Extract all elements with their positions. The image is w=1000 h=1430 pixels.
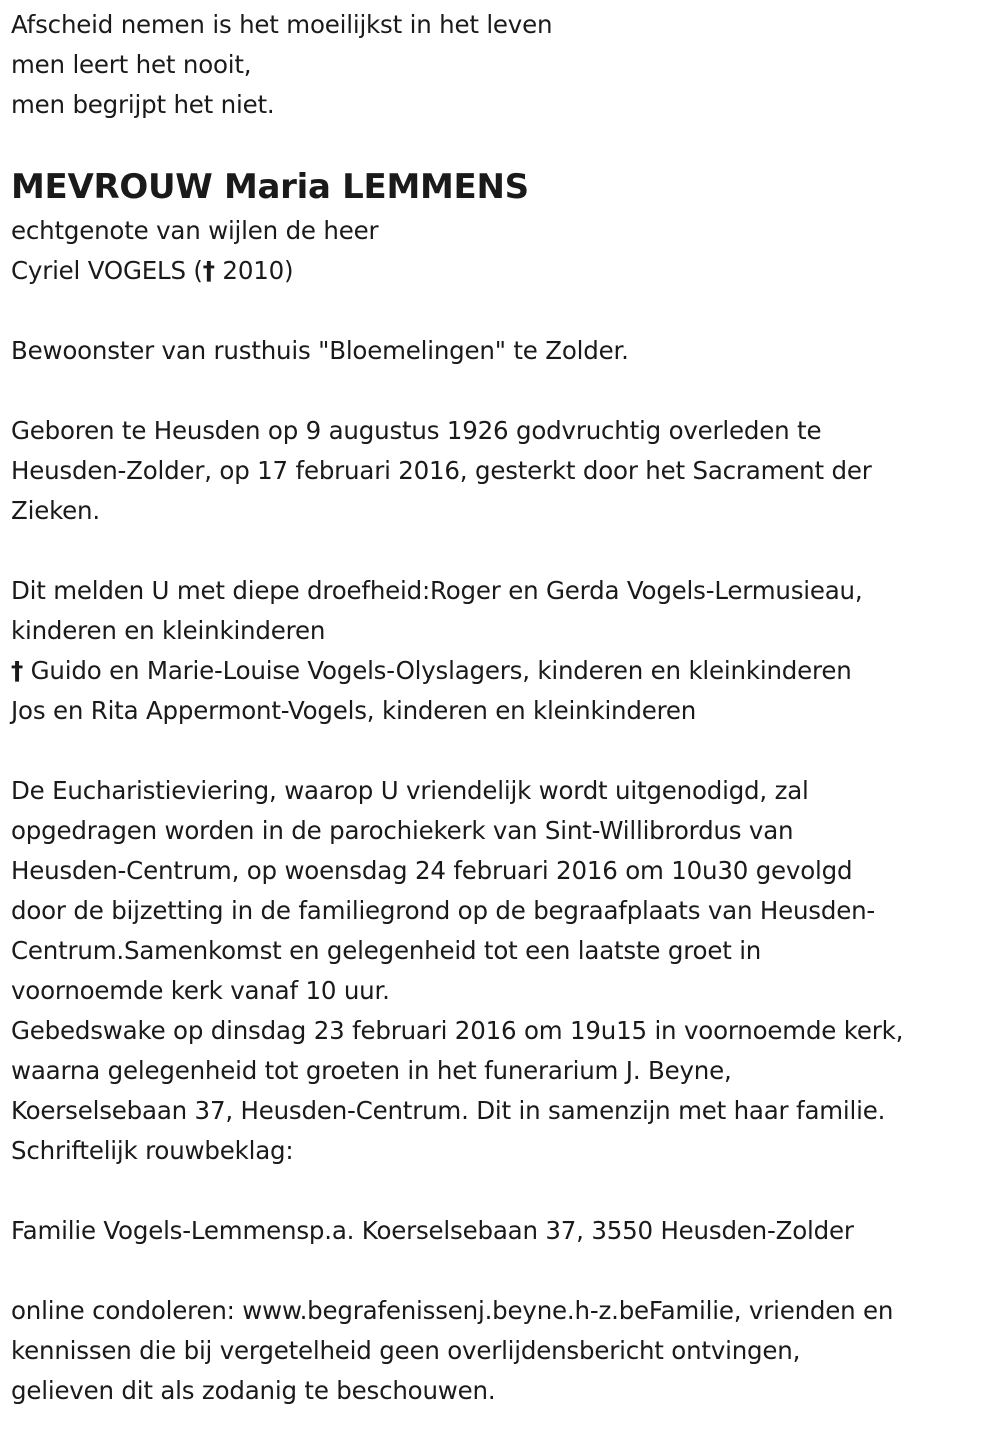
paragraph-line: gelieven dit als zodanig te beschouwen.	[11, 1376, 496, 1405]
paragraph-line: Centrum.Samenkomst en gelegenheid tot een laatste groet in	[11, 936, 762, 965]
condolence-address: Familie Vogels-Lemmensp.a. Koerselsebaan 37, 3550 Heusden-Zolder	[11, 1216, 854, 1245]
residence: Bewoonster van rusthuis "Bloemelingen" te Zolder.	[11, 336, 629, 365]
paragraph-line: kinderen en kleinkinderen	[11, 616, 326, 645]
paragraph-line: door de bijzetting in de familiegrond op de begraafplaats van Heusden-	[11, 896, 876, 925]
spouse-death-year: 2010)	[214, 256, 294, 285]
paragraph-line: Geboren te Heusden op 9 augustus 1926 godvruchtig overleden te	[11, 416, 822, 445]
paragraph-line: Heusden-Centrum, op woensdag 24 februari 2016 om 10u30 gevolgd	[11, 856, 853, 885]
paragraph-line	[11, 651, 991, 691]
birth-death-paragraph	[11, 411, 991, 531]
poem	[11, 5, 991, 125]
spouse-name-line	[11, 251, 991, 291]
paragraph-line: waarna gelegenheid tot groeten in het funerarium J. Beyne,	[11, 1056, 732, 1085]
paragraph-line: De Eucharistieviering, waarop U vriendelijk wordt uitgenodigd, zal	[11, 776, 809, 805]
paragraph-line: opgedragen worden in de parochiekerk van Sint-Willibrordus van	[11, 816, 794, 845]
closing-paragraph	[11, 1291, 991, 1411]
poem-line: men begrijpt het niet.	[11, 90, 275, 119]
announcement-paragraph	[11, 571, 991, 731]
deceased-name: MEVROUW Maria LEMMENS	[11, 167, 529, 207]
paragraph-line: Schriftelijk rouwbeklag:	[11, 1136, 294, 1165]
spouse-info	[11, 211, 991, 291]
paragraph-line: Jos en Rita Appermont-Vogels, kinderen en kleinkinderen	[11, 696, 697, 725]
paragraph-line: voornoemde kerk vanaf 10 uur.	[11, 976, 390, 1005]
cross-icon: †	[11, 656, 24, 685]
family-member-text: Guido en Marie-Louise Vogels-Olyslagers, kinderen en kleinkinderen	[23, 656, 852, 685]
ceremony-paragraph	[11, 771, 991, 1171]
paragraph-line: Zieken.	[11, 496, 100, 525]
poem-line: Afscheid nemen is het moeilijkst in het leven	[11, 10, 553, 39]
spouse-line: echtgenote van wijlen de heer	[11, 216, 379, 245]
paragraph-line: online condoleren: www.begrafenissenj.beyne.h-z.beFamilie, vrienden en	[11, 1296, 894, 1325]
paragraph-line: Koerselsebaan 37, Heusden-Centrum. Dit in samenzijn met haar familie.	[11, 1096, 886, 1125]
spouse-name: Cyriel VOGELS (	[11, 256, 203, 285]
paragraph-line: Heusden-Zolder, op 17 februari 2016, gesterkt door het Sacrament der	[11, 456, 872, 485]
poem-line: men leert het nooit,	[11, 50, 252, 79]
paragraph-line: kennissen die bij vergetelheid geen overlijdensbericht ontvingen,	[11, 1336, 801, 1365]
paragraph-line: Dit melden U met diepe droefheid:Roger en Gerda Vogels-Lermusieau,	[11, 576, 863, 605]
paragraph-line: Gebedswake op dinsdag 23 februari 2016 om 19u15 in voornoemde kerk,	[11, 1016, 904, 1045]
obituary-notice	[11, 5, 991, 1411]
cross-icon: †	[202, 256, 215, 285]
